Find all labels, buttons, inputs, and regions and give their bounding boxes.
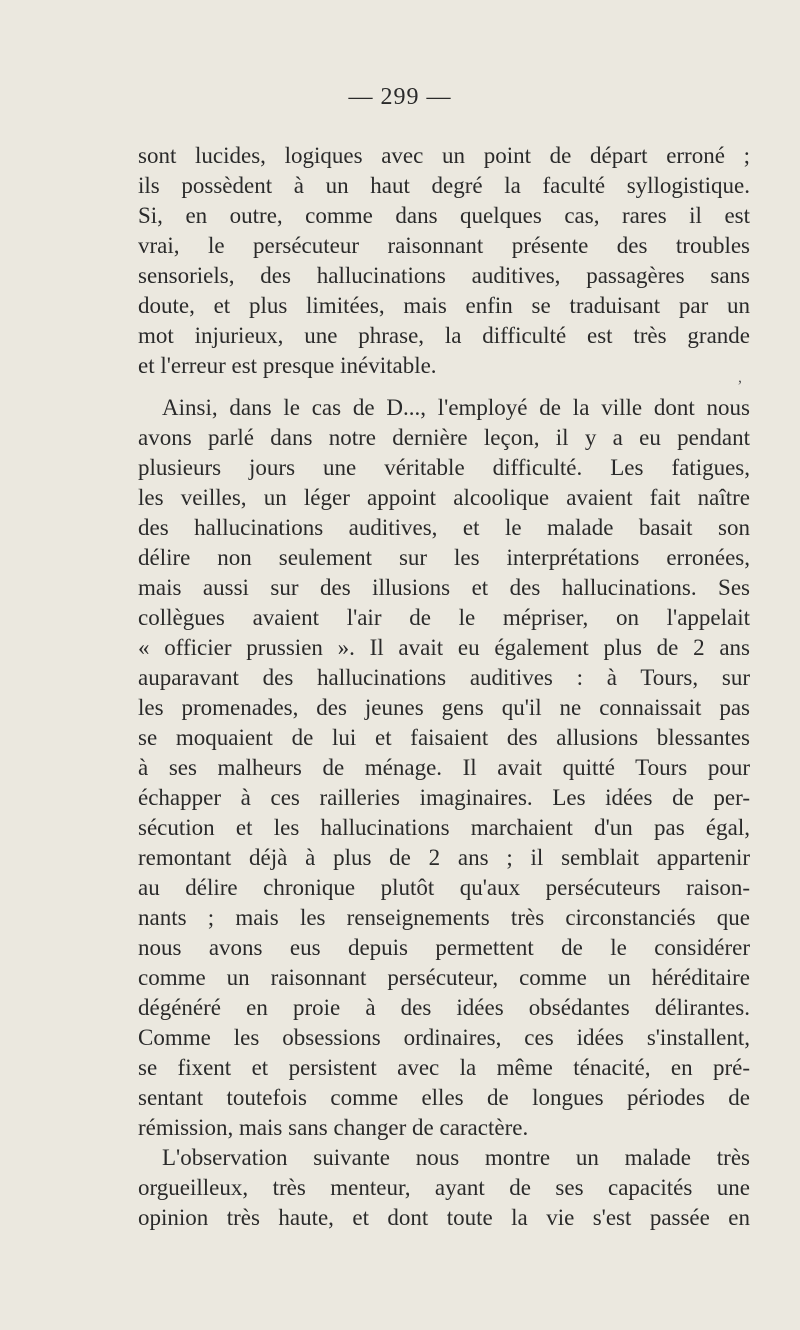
text-line: doute, et plus limitées, mais enfin se traduisant par un: [138, 293, 750, 318]
text-line: au délire chronique plutôt qu'aux persécuteurs raison-: [138, 875, 750, 900]
text-line: opinion très haute, et dont toute la vie s'est passée en: [138, 1205, 750, 1230]
text-line: remontant déjà à plus de 2 ans ; il semblait appartenir: [138, 845, 750, 870]
text-line: vrai, le persécuteur raisonnant présente des troubles: [138, 233, 750, 258]
text-line: ils possèdent à un haut degré la faculté syllogistique.: [138, 173, 750, 198]
page-number: — 299 —: [348, 84, 452, 110]
text-line: dégénéré en proie à des idées obsédantes délirantes.: [138, 995, 750, 1020]
text-line: orgueilleux, très menteur, ayant de ses capacités une: [138, 1175, 750, 1200]
text-line: les veilles, un léger appoint alcoolique avaient fait naître: [138, 485, 750, 510]
text-line: mais aussi sur des illusions et des hallucinations. Ses: [138, 575, 750, 600]
text-line: délire non seulement sur les interprétations erronées,: [138, 545, 750, 570]
text-line: les promenades, des jeunes gens qu'il ne connaissait pas: [138, 695, 750, 720]
text-line: avons parlé dans notre dernière leçon, il y a eu pendant: [138, 425, 750, 450]
text-line: sentant toutefois comme elles de longues périodes de: [138, 1085, 750, 1110]
text-line: comme un raisonnant persécuteur, comme un héréditaire: [138, 965, 750, 990]
text-line: sensoriels, des hallucinations auditives, passagères sans: [138, 263, 750, 288]
text-line: Comme les obsessions ordinaires, ces idées s'installent,: [138, 1025, 750, 1050]
text-line: L'observation suivante nous montre un malade très: [162, 1145, 750, 1170]
text-line: échapper à ces railleries imaginaires. Les idées de per-: [138, 785, 750, 810]
margin-mark: ,: [738, 369, 742, 386]
text-line: plusieurs jours une véritable difficulté. Les fatigues,: [138, 455, 750, 480]
text-line: collègues avaient l'air de le mépriser, on l'appelait: [138, 605, 750, 630]
text-line: et l'erreur est presque inévitable.: [138, 353, 437, 378]
text-line: mot injurieux, une phrase, la difficulté est très grande: [138, 323, 750, 348]
text-line: nants ; mais les renseignements très circonstanciés que: [138, 905, 750, 930]
text-line: sécution et les hallucinations marchaient d'un pas égal,: [138, 815, 750, 840]
text-line: se fixent et persistent avec la même ténacité, en pré-: [138, 1055, 750, 1080]
text-line: « officier prussien ». Il avait eu également plus de 2 ans: [138, 635, 750, 660]
text-line: se moquaient de lui et faisaient des allusions blessantes: [138, 725, 750, 750]
text-line: Ainsi, dans le cas de D..., l'employé de la ville dont nous: [162, 395, 750, 420]
text-line: sont lucides, logiques avec un point de départ erroné ;: [138, 143, 750, 168]
text-line: à ses malheurs de ménage. Il avait quitté Tours pour: [138, 755, 750, 780]
text-line: des hallucinations auditives, et le malade basait son: [138, 515, 750, 540]
text-line: Si, en outre, comme dans quelques cas, rares il est: [138, 203, 750, 228]
text-line: nous avons eus depuis permettent de le considérer: [138, 935, 750, 960]
text-line: rémission, mais sans changer de caractère.: [138, 1115, 529, 1140]
text-line: auparavant des hallucinations auditives : à Tours, sur: [138, 665, 750, 690]
